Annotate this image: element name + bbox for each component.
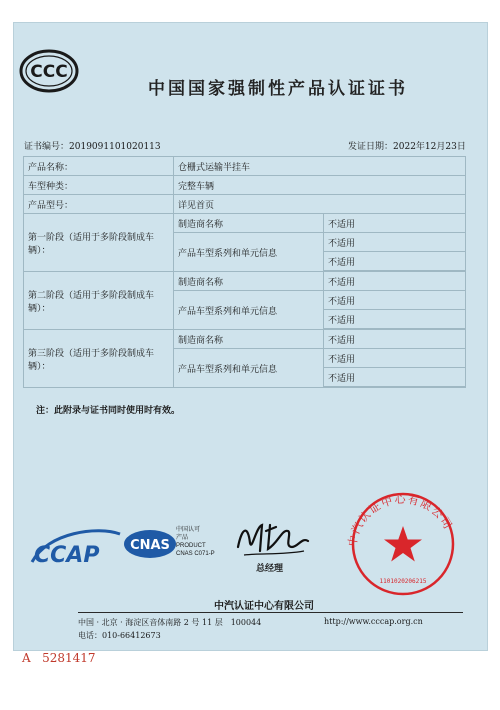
ccap-logo-text: CCAP [34,543,100,568]
footer-address: 中国 · 北京 · 海淀区音体南路 2 号 11 层 100044 [78,618,262,627]
cnas-cn2: 产品 [176,535,189,541]
vehicle-type-value: 完整车辆 [174,176,466,195]
stage-3-manufacturer-label: 制造商名称 [174,330,324,349]
cert-no-value: 2019091101020113 [69,142,161,152]
stage-2-model-info-label: 产品车型系列和单元信息 [174,291,324,330]
seal-number: 1101020206215 [379,578,427,585]
cert-no-label: 证书编号： [24,142,70,152]
cnas-code: CNAS C071-P [176,551,215,557]
validity-note: 注：此附录与证书同时使用时有效。 [36,406,181,416]
cnas-product: PRODUCT [176,543,206,549]
table-row [24,272,466,291]
stage-2-value-3: 不适用 [324,310,466,329]
footer-phone: 电话：010-66412673 [78,631,161,640]
vehicle-type-label: 车型种类： [24,176,174,195]
serial-letter: A [22,651,31,665]
table-row [24,330,466,349]
signature [232,517,312,561]
signatory-title: 总经理 [256,564,284,574]
product-name-value: 仓栅式运输半挂车 [174,157,466,176]
ccc-logo-text: CCC [30,62,68,82]
stage-1-value-2: 不适用 [324,233,466,252]
seal-star-icon [384,526,422,562]
stage-2-value-2: 不适用 [324,291,466,310]
stage-3-value-2: 不适用 [324,349,466,368]
footer-divider [78,612,463,613]
table-row [24,176,466,195]
issue-date-label: 发证日期： [348,142,394,152]
product-name-label: 产品名称： [24,157,174,176]
stage-3-value-1: 不适用 [324,330,466,349]
company-seal [342,488,464,598]
stage-1-value-3: 不适用 [324,252,466,271]
accreditation-logos [28,522,178,572]
stage-3-model-info-label: 产品车型系列和单元信息 [174,349,324,388]
cnas-cn: 中国认可 [176,527,201,533]
table-row [24,195,466,214]
issue-date-value: 2022年12月23日 [393,142,466,152]
cnas-logo-text: CNAS [130,538,170,553]
stage-2-label: 第二阶段（适用于多阶段制成车辆）： [24,272,174,330]
product-model-value: 详见首页 [174,195,466,214]
stage-2-value-1: 不适用 [324,272,466,291]
certificate-number [24,139,161,152]
stage-1-label: 第一阶段（适用于多阶段制成车辆）： [24,214,174,272]
certificate-table [23,156,466,388]
cnas-caption [176,526,215,558]
stage-1-manufacturer-label: 制造商名称 [174,214,324,233]
issue-date [348,139,466,152]
table-row [24,157,466,176]
stage-1-value-1: 不适用 [324,214,466,233]
seal-text: 中汽认证中心有限公司 [345,492,455,548]
product-model-label: 产品型号： [24,195,174,214]
table-row [24,214,466,233]
issuing-organization: 中汽认证中心有限公司 [214,601,314,612]
serial-mark [22,651,96,665]
stage-1-model-info-label: 产品车型系列和单元信息 [174,233,324,272]
certificate-title: 中国国家强制性产品认证证书 [148,79,408,99]
stage-3-value-3: 不适用 [324,368,466,387]
footer-url: http://www.cccap.org.cn [324,617,423,626]
stage-2-manufacturer-label: 制造商名称 [174,272,324,291]
serial-number: 5281417 [42,651,96,665]
ccc-logo [18,48,80,94]
stage-3-label: 第三阶段（适用于多阶段制成车辆）： [24,330,174,388]
